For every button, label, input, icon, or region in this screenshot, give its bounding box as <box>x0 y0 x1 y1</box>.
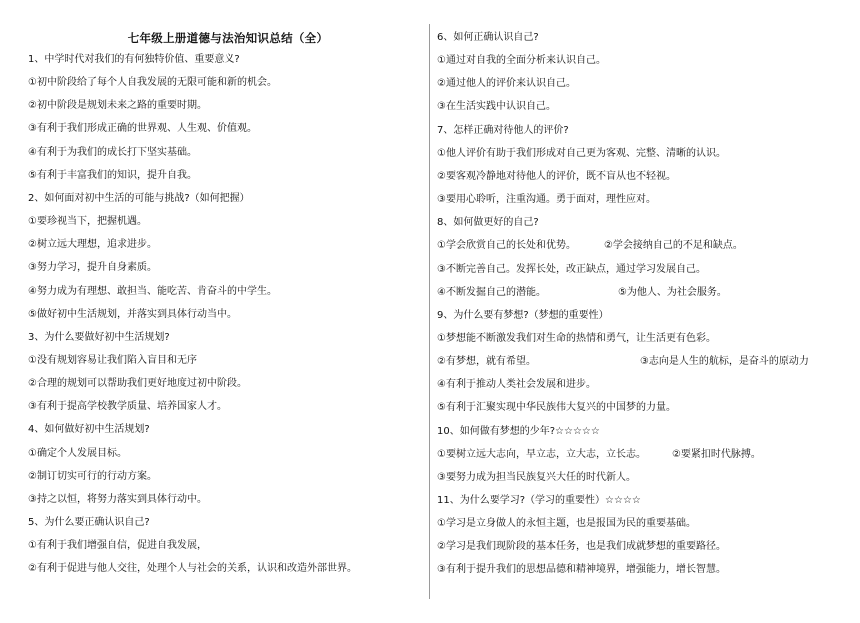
answer-text: ②通过他人的评价来认识自己。 <box>437 78 576 90</box>
answer-line: ②制订切实可行的行动方案。 <box>28 470 157 482</box>
answer-text: ②有梦想，就有希望。 <box>437 356 536 368</box>
question-heading <box>437 425 600 439</box>
answer-line <box>437 286 727 300</box>
answer-text-second: ②学会接纳自己的不足和缺点。 <box>603 240 743 252</box>
answer-text: ①要树立远大志向，早立志，立大志，立长志。 <box>437 448 646 460</box>
answer-text: ④有利于推动人类社会发展和进步。 <box>437 379 596 391</box>
answer-line <box>437 355 809 369</box>
answer-text-second: ②要紧扣时代脉搏。 <box>671 448 761 460</box>
answer-line <box>437 540 726 554</box>
answer-text: ①通过对自我的全面分析来认识自己。 <box>437 55 606 67</box>
answer-text: ③不断完善自己。发挥长处，改正缺点，通过学习发展自己。 <box>437 263 706 275</box>
answer-text-second: ⑤为他人、为社会服务。 <box>617 286 727 298</box>
answer-text: ①他人评价有助于我们形成对自己更为客观、完整、清晰的认识。 <box>437 147 726 159</box>
answer-line <box>437 147 726 161</box>
answer-line: ②合理的规划可以帮助我们更好地度过初中阶段。 <box>28 378 247 390</box>
answer-line: ①确定个人发展目标。 <box>28 447 127 459</box>
answer-line <box>437 401 676 415</box>
column-divider <box>429 24 430 599</box>
question-heading: 1、中学时代对我们的有何独特价值、重要意义? <box>28 54 240 65</box>
answer-line <box>437 448 761 462</box>
answer-text: 9、为什么要有梦想?（梦想的重要性） <box>437 309 609 321</box>
answer-line: ②有利于促进与他人交往，处理个人与社会的关系，认识和改造外部世界。 <box>28 563 357 575</box>
answer-line: ④努力成为有理想、敢担当、能吃苦、肯奋斗的中学生。 <box>28 285 277 297</box>
answer-line: ④有利于为我们的成长打下坚实基础。 <box>28 146 197 158</box>
answer-text: 7、怎样正确对待他人的评价? <box>437 124 569 136</box>
question-heading <box>437 216 539 230</box>
answer-line: ②树立远大理想，追求进步。 <box>28 239 157 251</box>
answer-line <box>437 263 706 277</box>
answer-text: ③要努力成为担当民族复兴大任的时代新人。 <box>437 471 636 483</box>
answer-line: ③努力学习，提升自身素质。 <box>28 262 157 274</box>
answer-line <box>437 332 716 346</box>
answer-line <box>437 77 576 91</box>
answer-line <box>437 378 596 392</box>
question-heading <box>437 31 539 45</box>
answer-line <box>437 517 696 531</box>
answer-line: ③有利于提高学校教学质量、培养国家人才。 <box>28 401 227 413</box>
answer-text: ②学习是我们现阶段的基本任务，也是我们成就梦想的重要路径。 <box>437 541 726 553</box>
answer-line: ②初中阶段是规划未来之路的重要时期。 <box>28 100 207 112</box>
question-heading <box>437 494 641 508</box>
answer-text: ①学习是立身做人的永恒主题，也是报国为民的重要基础。 <box>437 518 696 530</box>
answer-line <box>437 563 726 577</box>
answer-line <box>437 471 636 485</box>
answer-line: ③有利于我们形成正确的世界观、人生观、价值观。 <box>28 123 257 135</box>
answer-line: ⑤有利于丰富我们的知识，提升自我。 <box>28 169 197 181</box>
question-heading <box>437 124 569 138</box>
answer-text-second: ③志向是人生的航标，是奋斗的原动力 <box>639 356 809 368</box>
answer-text: ⑤有利于汇聚实现中华民族伟大复兴的中国梦的力量。 <box>437 402 676 414</box>
answer-text: ④不断发掘自己的潜能。 <box>437 286 546 298</box>
answer-text: ②要客观冷静地对待他人的评价，既不盲从也不轻视。 <box>437 170 676 182</box>
answer-text: 8、如何做更好的自己? <box>437 217 539 229</box>
question-heading: 2、如何面对初中生活的可能与挑战?（如何把握） <box>28 192 250 204</box>
answer-line: ③持之以恒，将努力落实到具体行动中。 <box>28 493 207 505</box>
answer-line <box>437 100 556 114</box>
question-heading: 4、如何做好初中生活规划? <box>28 424 150 436</box>
document-title: 七年级上册道德与法治知识总结（全） <box>127 31 329 45</box>
answer-line: ①初中阶段给了每个人自我发展的无限可能和新的机会。 <box>28 77 277 89</box>
answer-text: ③在生活实践中认识自己。 <box>437 101 556 113</box>
answer-text: 10、如何做有梦想的少年?☆☆☆☆☆ <box>437 425 600 437</box>
answer-text: 11、为什么要学习?（学习的重要性）☆☆☆☆ <box>437 495 641 506</box>
question-heading: 5、为什么要正确认识自己? <box>28 517 150 528</box>
question-heading <box>437 309 609 323</box>
question-heading: 3、为什么要做好初中生活规划? <box>28 331 170 343</box>
answer-text: ③要用心聆听，注重沟通。勇于面对，理性应对。 <box>437 194 656 206</box>
answer-line: ①没有规划容易让我们陷入盲目和无序 <box>28 354 197 366</box>
answer-line <box>437 239 743 253</box>
answer-text: ③有利于提升我们的思想品德和精神境界，增强能力，增长智慧。 <box>437 564 726 576</box>
answer-line: ①要珍视当下，把握机遇。 <box>28 216 147 228</box>
answer-text: 6、如何正确认识自己? <box>437 32 539 43</box>
answer-line <box>437 170 676 184</box>
answer-text: ①学会欣赏自己的长处和优势。 <box>437 240 576 252</box>
answer-line: ①有利于我们增强自信，促进自我发展， <box>28 540 207 552</box>
answer-line <box>437 54 606 68</box>
answer-text: ①梦想能不断激发我们对生命的热情和勇气，让生活更有色彩。 <box>437 332 716 344</box>
answer-line <box>437 193 656 207</box>
answer-line: ⑤做好初中生活规划，并落实到具体行动当中。 <box>28 308 237 320</box>
